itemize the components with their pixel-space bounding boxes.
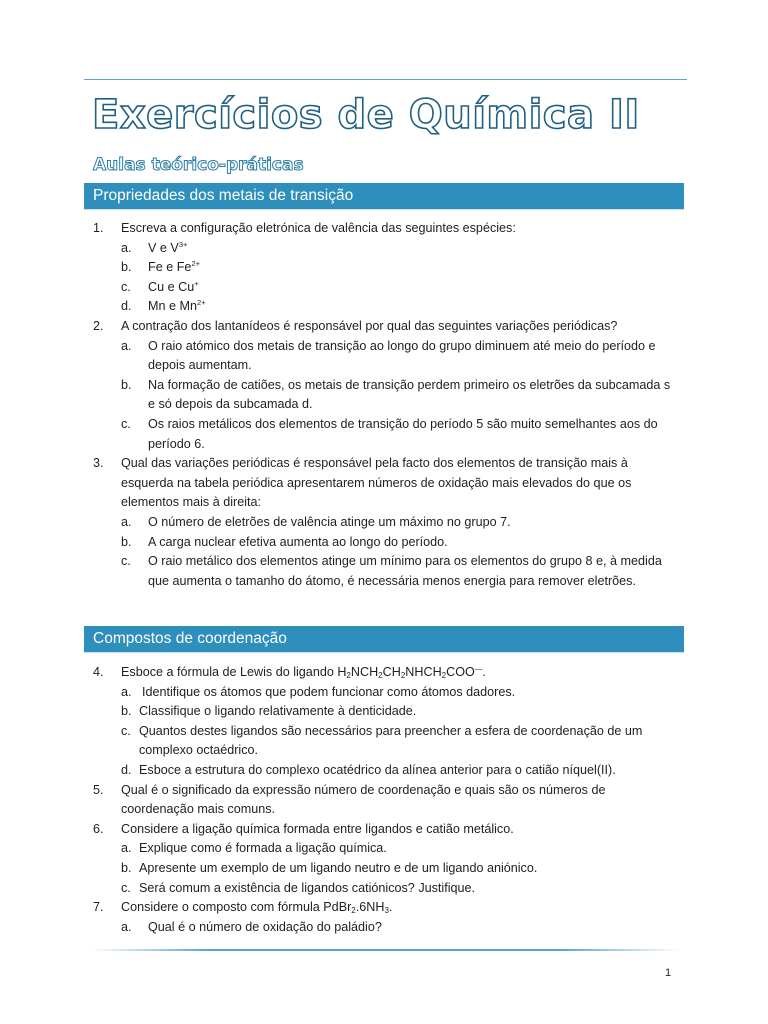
- item-text: Será comum a existência de ligandos catiónicos? Justifique.: [139, 880, 476, 895]
- question-3-item-a: [0, 513, 768, 533]
- question-4: [0, 663, 768, 683]
- question-text: A contração dos lantanídeos é responsável por qual das seguintes variações periódicas?: [121, 318, 618, 333]
- footer-rule: [90, 949, 680, 951]
- question-1-item-a: [0, 239, 768, 259]
- section-heading-transition-metals: Propriedades dos metais de transição: [84, 183, 684, 209]
- question-text: Esboce a fórmula de Lewis do ligando $H_2NCH_2CH_2NHCH_2COO^—$.: [121, 664, 486, 680]
- item-label: a.: [121, 841, 132, 856]
- question-4-item-c: [0, 722, 768, 761]
- item-text: Esboce a estrutura do complexo ocatédrico da alínea anterior para o catião níquel(II).: [139, 762, 616, 777]
- question-2-item-c: [0, 415, 768, 454]
- item-label: c.: [121, 723, 131, 738]
- item-label: c.: [121, 880, 131, 895]
- question-7-item-a: [0, 918, 768, 938]
- item-text: O raio atómico dos metais de transição ao longo do grupo diminuem até meio do período e depois aumentam.: [148, 338, 656, 373]
- question-number: 5.: [93, 782, 104, 797]
- question-1-item-d: [0, 297, 768, 317]
- question-number: 3.: [93, 456, 104, 471]
- item-label: d.: [121, 762, 132, 777]
- item-label: a.: [121, 514, 132, 529]
- question-number: 2.: [93, 318, 104, 333]
- item-label: c.: [121, 554, 131, 569]
- question-3-item-c: [0, 552, 768, 591]
- question-4-item-a: [0, 683, 768, 703]
- item-label: a.: [121, 240, 132, 255]
- item-text: Qual é o número de oxidação do paládio?: [148, 919, 382, 934]
- item-label: c.: [121, 279, 131, 294]
- page-number: 1: [665, 967, 672, 979]
- question-6-item-a: [0, 839, 768, 859]
- item-text: Quantos destes ligandos são necessários para preencher a esfera de coordenação de um complexo octaédrico.: [139, 723, 643, 758]
- item-label: b.: [121, 860, 132, 875]
- question-text: Qual das variações periódicas é responsável pela facto dos elementos de transição mais à esquerda na tabela periódica apresentarem números de oxidação mais elevados do que os elementos mais à direita:: [121, 456, 632, 510]
- item-label: b.: [121, 377, 132, 392]
- item-text: Identifique os átomos que podem funcionar como átomos dadores.: [142, 684, 516, 699]
- question-3: [0, 454, 768, 513]
- top-rule: [84, 79, 687, 80]
- document-subtitle: Aulas teórico-práticas: [93, 155, 304, 175]
- question-1-item-b: [0, 258, 768, 278]
- item-label: c.: [121, 416, 131, 431]
- question-text: Qual é o significado da expressão número de coordenação e quais são os números de coordenação mais comuns.: [121, 782, 606, 817]
- question-2: [0, 317, 768, 337]
- item-text: Explique como é formada a ligação química.: [139, 841, 387, 856]
- item-text: Apresente um exemplo de um ligando neutro e de um ligando aniónico.: [139, 860, 538, 875]
- question-7: [0, 898, 768, 918]
- item-text: A carga nuclear efetiva aumenta ao longo do período.: [148, 534, 448, 549]
- exercise-list-section-2: [0, 663, 768, 937]
- question-2-item-a: [0, 337, 768, 376]
- question-number: 1.: [93, 221, 104, 235]
- question-1-item-c: [0, 278, 768, 298]
- item-text: Mn e $Mn^{2+}$: [148, 298, 206, 314]
- question-6-item-b: [0, 859, 768, 879]
- item-text: O número de eletrões de valência atinge um máximo no grupo 7.: [148, 514, 511, 529]
- question-5: [0, 781, 768, 820]
- question-number: 4.: [93, 665, 104, 679]
- question-text: Considere a ligação química formada entre ligandos e catião metálico.: [121, 821, 514, 836]
- question-2-item-b: [0, 376, 768, 415]
- question-number: 7.: [93, 900, 104, 915]
- item-text: Cu e Cu+: [148, 278, 199, 294]
- exercise-list-section-1: [0, 219, 768, 591]
- question-4-item-d: [0, 761, 768, 781]
- item-label: b.: [121, 534, 132, 549]
- question-1: [0, 219, 768, 239]
- question-text: Escreva a configuração eletrónica de valência das seguintes espécies:: [121, 221, 516, 235]
- item-text: Classifique o ligando relativamente à denticidade.: [139, 704, 417, 719]
- item-label: a.: [121, 338, 132, 353]
- question-4-item-b: [0, 702, 768, 722]
- item-text: Fe e $Fe^{2+}$: [148, 259, 200, 275]
- item-text: O raio metálico dos elementos atinge um mínimo para os elementos do grupo 8 e, à medida que aumenta o tamanho do átomo, é necessária menos energia para remover eletrões.: [148, 554, 662, 588]
- item-label: b.: [121, 704, 132, 719]
- question-number: 6.: [93, 821, 104, 836]
- item-label: d.: [121, 299, 132, 314]
- question-3-item-b: [0, 533, 768, 553]
- item-text: Os raios metálicos dos elementos de transição do período 5 são muito semelhantes aos do período 6.: [148, 416, 658, 451]
- question-text: Considere o composto com fórmula $PdBr_2.6NH_3$.: [121, 900, 393, 916]
- question-6-item-c: [0, 879, 768, 899]
- item-text: V e $V^{3+}$: [148, 239, 188, 255]
- item-label: b.: [121, 260, 132, 275]
- item-text: Na formação de catiões, os metais de transição perdem primeiro os eletrões da subcamada s e só depois da subcamada d.: [148, 377, 671, 412]
- item-label: a.: [121, 684, 132, 699]
- section-heading-coordination-compounds: Compostos de coordenação: [84, 626, 684, 652]
- item-label: a.: [121, 919, 132, 934]
- document-title: Exercícios de Química II: [92, 92, 640, 138]
- question-6: [0, 820, 768, 840]
